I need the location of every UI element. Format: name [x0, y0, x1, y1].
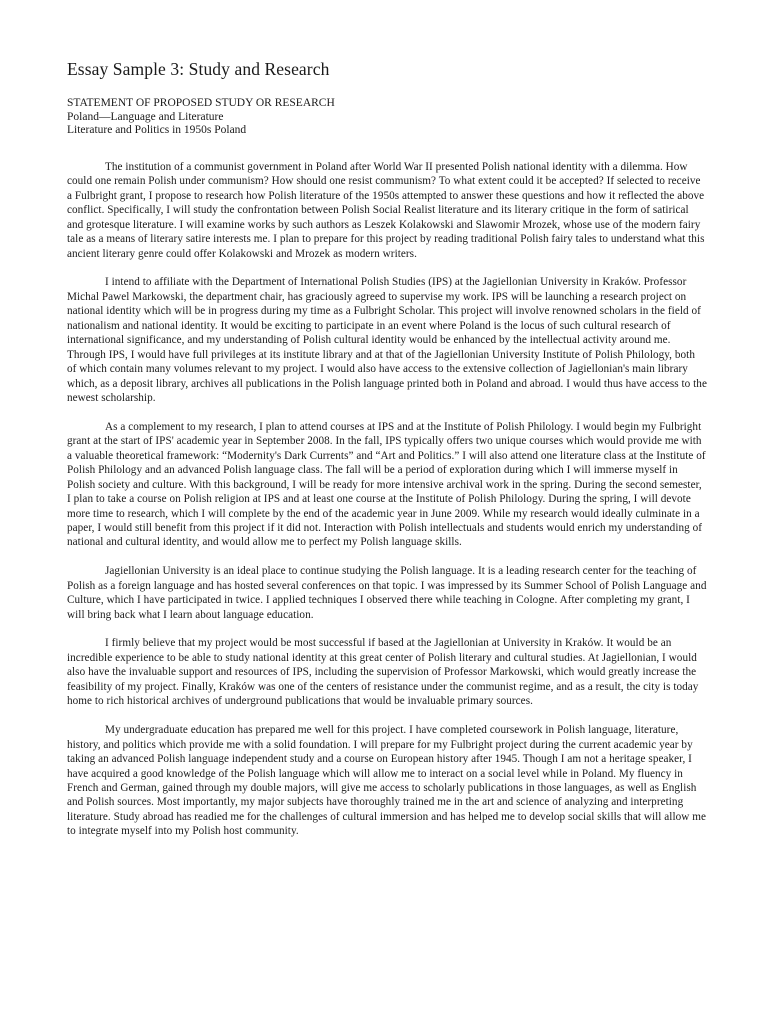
statement-heading-block [67, 97, 707, 138]
field-of-study: Poland—Language and Literature [67, 110, 224, 123]
paragraph-location-rationale: I firmly believe that my project would be most successful if based at the Jagiellonian at University in Kraków. It would be an incredible experience to be able to study national identity at this great center of Polish literary and cultural studies. At Jagiellonian, I would also have the invaluable support and resources of IPS, including the supervision of Professor Markowski, which would greatly increase the feasibility of my project. Finally, Kraków was one of the centers of resistance under the communist regime, and as a result, the city is today home to rich historical archives of underground publications that would be invaluable primary sources. [67, 637, 699, 708]
paragraph-affiliation: I intend to affiliate with the Department of International Polish Studies (IPS) at the Jagiellonian University in Kraków. Professor Michal Pawel Markowski, the department chair, has graciously agreed to supervise my work. IPS will be launching a research project on national identity which will be in progress during my time as a Fulbright Scholar. This project will involve renowned scholars in the field of nationalism and national identity. It would be exciting to participate in an event where Poland is the locus of such cultural research of international significance, and my understanding of Polish cultural identity would be enhanced by the intellectual activity around me. Through IPS, I would have full privileges at its institute library and at that of the Jagiellonian University Institute of Polish Philology, both of which contain many volumes relevant to my project. I would also have access to the extensive collection of Jagiellonian's main library which, as a deposit library, archives all publications in the Polish language printed both in Poland and abroad. I would thus have access to the newest scholarship. [67, 276, 707, 404]
paragraph-preparation: My undergraduate education has prepared me well for this project. I have completed coursework in Polish language, literature, history, and politics which provide me with a solid foundation. I will prepare for my Fulbright project during the current academic year by taking an advanced Polish language independent study and a course on European history after 1945. Though I am not a heritage speaker, I have acquired a good knowledge of the Polish language which will allow me to interact on a social level while in Poland. My fluency in French and German, gained through my double majors, will give me access to scholarly publications in those languages, as well as English and Polish sources. Most importantly, my major subjects have thoroughly trained me in the art and science of analyzing and interpreting literature. Study abroad has readied me for the challenges of cultural immersion and has helped me to develop social skills that will allow me to integrate myself into my Polish host community. [67, 724, 707, 838]
paragraph-language-study: Jagiellonian University is an ideal place to continue studying the Polish language. It is a leading research center for the teaching of Polish as a foreign language and has hosted several conferences on that topic. I was impressed by its Summer School of Polish Language and Culture, which I have participated in twice. I applied techniques I observed there while teaching in Cologne. After completing my grant, I will bring back what I learn about language education. [67, 565, 707, 621]
essay-title: Essay Sample 3: Study and Research [67, 59, 330, 79]
paragraph-introduction: The institution of a communist government in Poland after World War II presented Polish national identity with a dilemma. How could one remain Polish under communism? How should one resist communism? To what extent could it be accepted? If selected to receive a Fulbright grant, I propose to research how Polish literature of the 1950s attempted to answer these questions and how it reflected the above conflict. Specifically, I will study the confrontation between Polish Social Realist literature and its literary critique in the form of satirical and grotesque literature. I will examine works by such authors as Leszek Kolakowski and Slawomir Mrozek, whose use of the modern fairy tale as a means of literary satire interests me. I plan to prepare for this project by reading traditional Polish fairy tales to understand what this ancient literary genre could offer Kolakowski and Mrozek as modern writers. [67, 160, 705, 260]
document-page [67, 58, 707, 853]
paragraph-coursework-plan: As a complement to my research, I plan to attend courses at IPS and at the Institute of Polish Philology. I would begin my Fulbright grant at the start of IPS' academic year in September 2008. In the fall, IPS typically offers two unique courses which would provide me with a valuable theoretical framework: “Modernity's Dark Currents” and “Art and Politics.” I will also attend one literature class at the Institute of Polish Philology and an advanced Polish language class. The fall will be a period of exploration during which I will immerse myself in Polish society and culture. With this background, I will be ready for more intensive archival work in the spring. During the second semester, I plan to take a course on Polish religion at IPS and at least one course at the Institute of Polish Philology. During the spring, I will devote more time to research, which I will complete by the end of the academic year in June 2009. While my research would ideally culminate in a paper, I would still benefit from this project if it did not. Interaction with Polish intellectuals and students would enrich my understanding of national and cultural identity, and would allow me to perfect my Polish language skills. [67, 420, 706, 549]
project-title: Literature and Politics in 1950s Poland [67, 124, 247, 137]
statement-heading: STATEMENT OF PROPOSED STUDY OR RESEARCH [67, 97, 335, 109]
